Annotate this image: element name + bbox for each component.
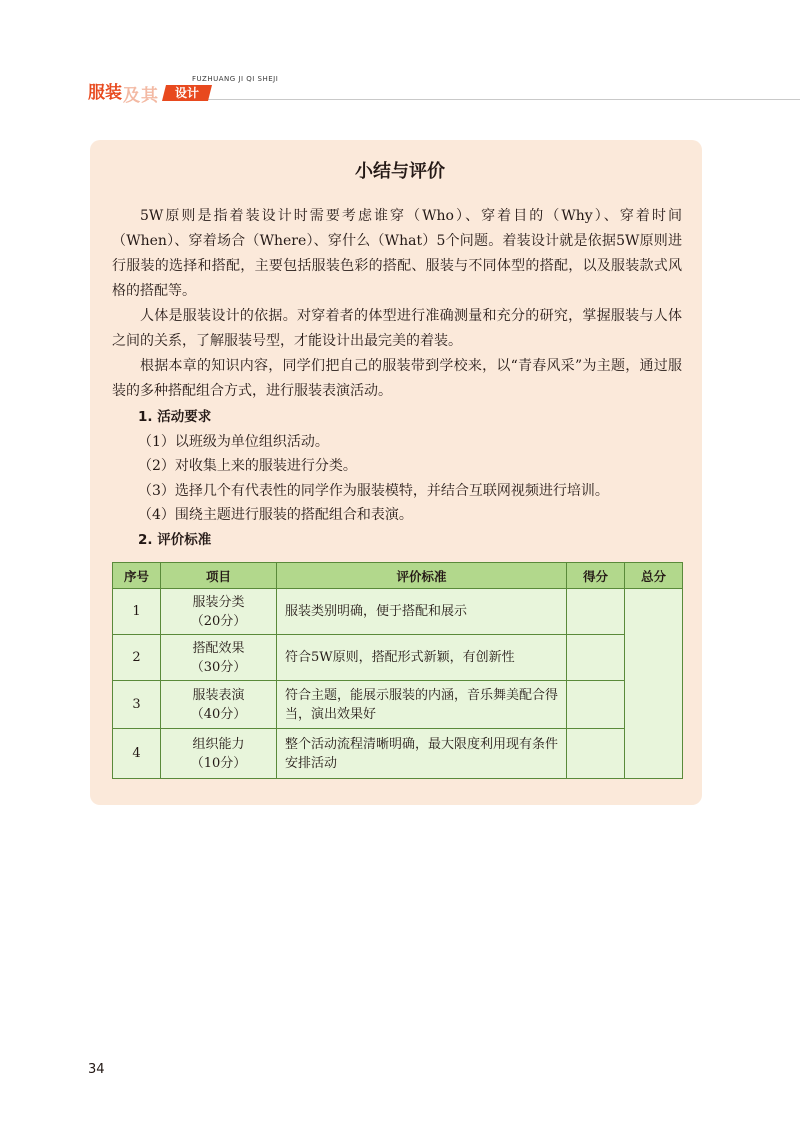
item-name: 搭配效果: [192, 640, 245, 656]
row-criteria: 服装类别明确，便于搭配和展示: [277, 589, 567, 635]
row-score-cell: [567, 729, 625, 779]
table-row: [113, 681, 683, 729]
row-score-cell: [567, 589, 625, 635]
table-row: [113, 635, 683, 681]
row-score-cell: [567, 681, 625, 729]
row-no: 3: [113, 681, 161, 729]
paragraph-activity: 根据本章的知识内容，同学们把自己的服装带到学校来，以“青春风采”为主题，通过服装的多种搭配组合方式，进行服装表演活动。: [112, 358, 682, 399]
header-score: 得分: [567, 563, 625, 589]
item-name: 服装表演: [192, 687, 245, 703]
header-title-part3: 设计: [174, 86, 199, 100]
requirement-item: （2）对收集上来的服装进行分类。: [138, 458, 357, 474]
running-header: [88, 66, 800, 106]
row-item: [161, 681, 277, 729]
requirement-item: （3）选择几个有代表性的同学作为服装模特，并结合互联网视频进行培训。: [138, 482, 609, 499]
item-points: （40分）: [190, 706, 247, 722]
item-name: 组织能力: [192, 736, 245, 752]
panel-title: 小结与评价: [355, 161, 445, 182]
row-criteria: 符合主题，能展示服装的内涵，音乐舞美配合得当，演出效果好: [277, 681, 567, 729]
item-name: 服装分类: [192, 594, 245, 610]
paragraph-body: 人体是服装设计的依据。对穿着者的体型进行准确测量和充分的研究，掌握服装与人体之间的关系，了解服装号型，才能设计出最完美的着装。: [112, 308, 682, 349]
paragraph-5w: 5W原则是指着装设计时需要考虑谁穿（Who）、穿着目的（Why）、穿着时间（When）、穿着场合（Where）、穿什么（What）5个问题。着装设计就是依据5W原则进行服装的选择和搭配，主要包括服装色彩的搭配、服装与不同体型的搭配，以及服装款式风格的搭配等。: [112, 208, 682, 299]
item-points: （20分）: [190, 613, 247, 629]
table-header-row: [113, 563, 683, 589]
header-criteria: 评价标准: [277, 563, 567, 589]
header-no: 序号: [113, 563, 161, 589]
requirement-item: （1）以班级为单位组织活动。: [138, 433, 329, 450]
table-row: [113, 729, 683, 779]
header-item: 项目: [161, 563, 277, 589]
header-title-part2: 及其: [123, 86, 159, 106]
header-title-part1: 服装: [88, 83, 122, 103]
row-no: 1: [113, 589, 161, 635]
row-criteria: 整个活动流程清晰明确，最大限度利用现有条件安排活动: [277, 729, 567, 779]
total-score-cell: [625, 589, 683, 779]
section-heading-criteria: 2. 评价标准: [138, 531, 212, 548]
summary-body: [112, 204, 682, 404]
row-no: 4: [113, 729, 161, 779]
header-total: 总分: [625, 563, 683, 589]
item-points: （10分）: [190, 755, 247, 771]
evaluation-table: [112, 562, 683, 779]
row-no: 2: [113, 635, 161, 681]
section-heading-requirements: 1. 活动要求: [138, 409, 212, 425]
row-item: [161, 589, 277, 635]
activity-list: [138, 405, 678, 552]
row-criteria: 符合5W原则，搭配形式新颖，有创新性: [277, 635, 567, 681]
header-title-part3-badge: [162, 85, 212, 101]
page-number: 34: [88, 1062, 105, 1077]
header-pinyin: FUZHUANG JI QI SHEJI: [192, 75, 279, 83]
row-item: [161, 635, 277, 681]
item-points: （30分）: [190, 659, 247, 675]
table-row: [113, 589, 683, 635]
requirement-item: （4）围绕主题进行服装的搭配组合和表演。: [138, 507, 413, 523]
row-score-cell: [567, 635, 625, 681]
row-item: [161, 729, 277, 779]
header-rule: [183, 99, 800, 100]
